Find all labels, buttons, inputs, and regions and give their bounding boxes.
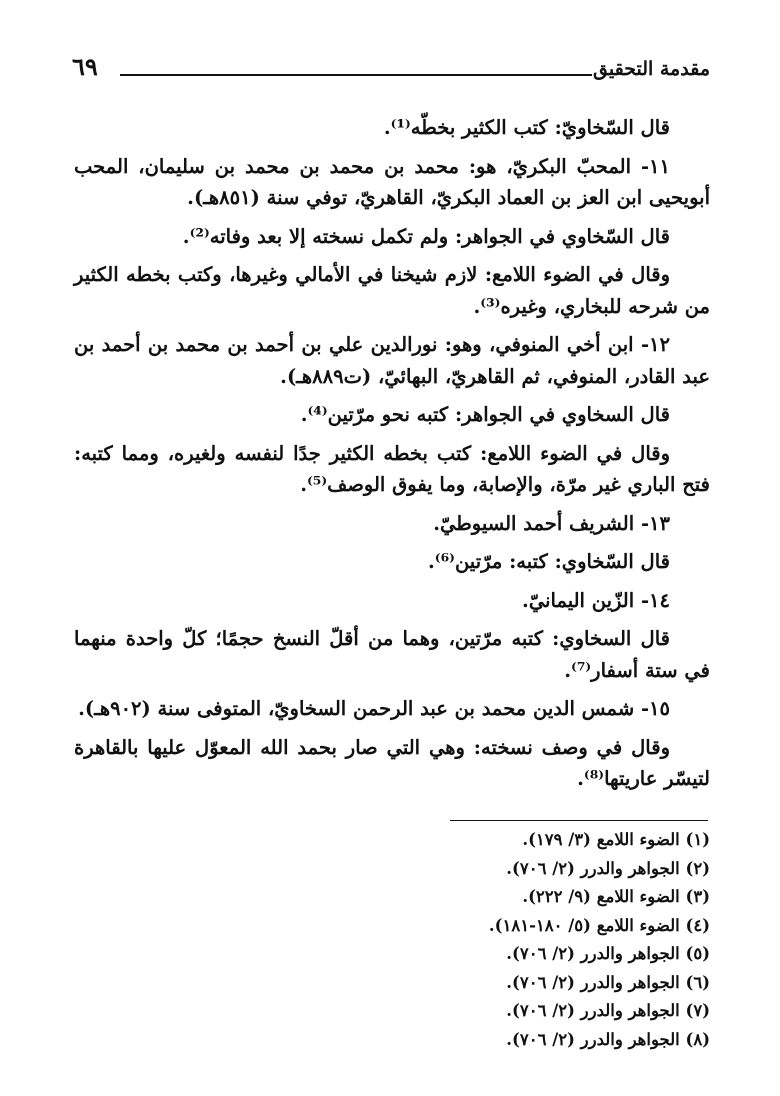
footnote: (٤) الضوء اللامع (٥/ ١٨٠-١٨١). [488, 915, 710, 935]
footnote: (١) الضوء اللامع (٣/ ١٧٩). [522, 830, 710, 849]
footnotes [290, 826, 710, 1054]
page-number: ٦٩ [72, 52, 98, 81]
footnote: (٧) الجواهر والدرر (٢/ ٧٠٦). [506, 1001, 710, 1020]
paragraph: قال السخاوي في الجواهر: كتبه نحو مرّتين⁽⁴⁾. [300, 403, 670, 426]
footnote-separator [450, 820, 708, 821]
footnote: (٥) الجواهر والدرر (٢/ ٧٠٦). [506, 944, 710, 963]
footnote: (٨) الجواهر والدرر (٢/ ٧٠٦). [506, 1029, 710, 1049]
paragraph: قال السّخاويّ: كتب الكثير بخطّه⁽¹⁾. [383, 116, 670, 139]
paragraph: وقال في وصف نسخته: وهي التي صار بحمد الله المعوّل عليها بالقاهرة لتيسّر عاريتها⁽⁸⁾. [74, 735, 710, 790]
paragraph: ١٤- الزّين اليمانيّ. [522, 588, 670, 612]
footnote: (٢) الجواهر والدرر (٢/ ٧٠٦). [506, 858, 710, 878]
paragraph: ١١- المحبّ البكريّ، هو: محمد بن محمد بن محمد بن سليمان، المحب أبويحيى ابن العز بن العماد البكريّ، القاهريّ، توفي سنة (٨٥١هـ). [74, 154, 710, 209]
footnote: (٣) الضوء اللامع (٩/ ٢٢٢). [522, 887, 710, 906]
running-header [72, 52, 710, 86]
chapter-title: مقدمة التحقيق [593, 58, 710, 80]
paragraph: قال السّخاوي في الجواهر: ولم تكمل نسخته إلا بعد وفاته⁽²⁾. [182, 224, 670, 248]
footnote: (٦) الجواهر والدرر (٢/ ٧٠٦). [506, 972, 710, 992]
paragraph: ١٣- الشريف أحمد السيوطيّ. [433, 511, 670, 535]
paragraph: قال السّخاوي: كتبه: مرّتين⁽⁶⁾. [428, 550, 670, 573]
paragraph: وقال في الضوء اللامع: كتب بخطه الكثير جدًا لنفسه ولغيره، ومما كتبه: فتح الباري غير مرّة، والإصابة، وما يفوق الوصف⁽⁵⁾. [74, 441, 710, 496]
header-rule [120, 74, 592, 76]
paragraph: وقال في الضوء اللامع: لازم شيخنا في الأمالي وغيرها، وكتب بخطه الكثير من شرحه للبخاري، وغيره⁽³⁾. [74, 263, 710, 318]
paragraph: ١٢- ابن أخي المنوفي، وهو: نورالدين علي بن أحمد بن محمد بن أحمد بن عبد القادر، المنوفي، ثم القاهريّ، البهائيّ، (ت٨٨٩هـ). [74, 333, 710, 388]
paragraph: ١٥- شمس الدين محمد بن عبد الرحمن السخاويّ، المتوفى سنة (٩٠٢هـ). [78, 697, 670, 720]
main-text [74, 112, 710, 802]
paragraph: قال السخاوي: كتبه مرّتين، وهما من أقلّ النسخ حجمًا؛ كلّ واحدة منهما في ستة أسفار⁽⁷⁾. [74, 627, 710, 682]
